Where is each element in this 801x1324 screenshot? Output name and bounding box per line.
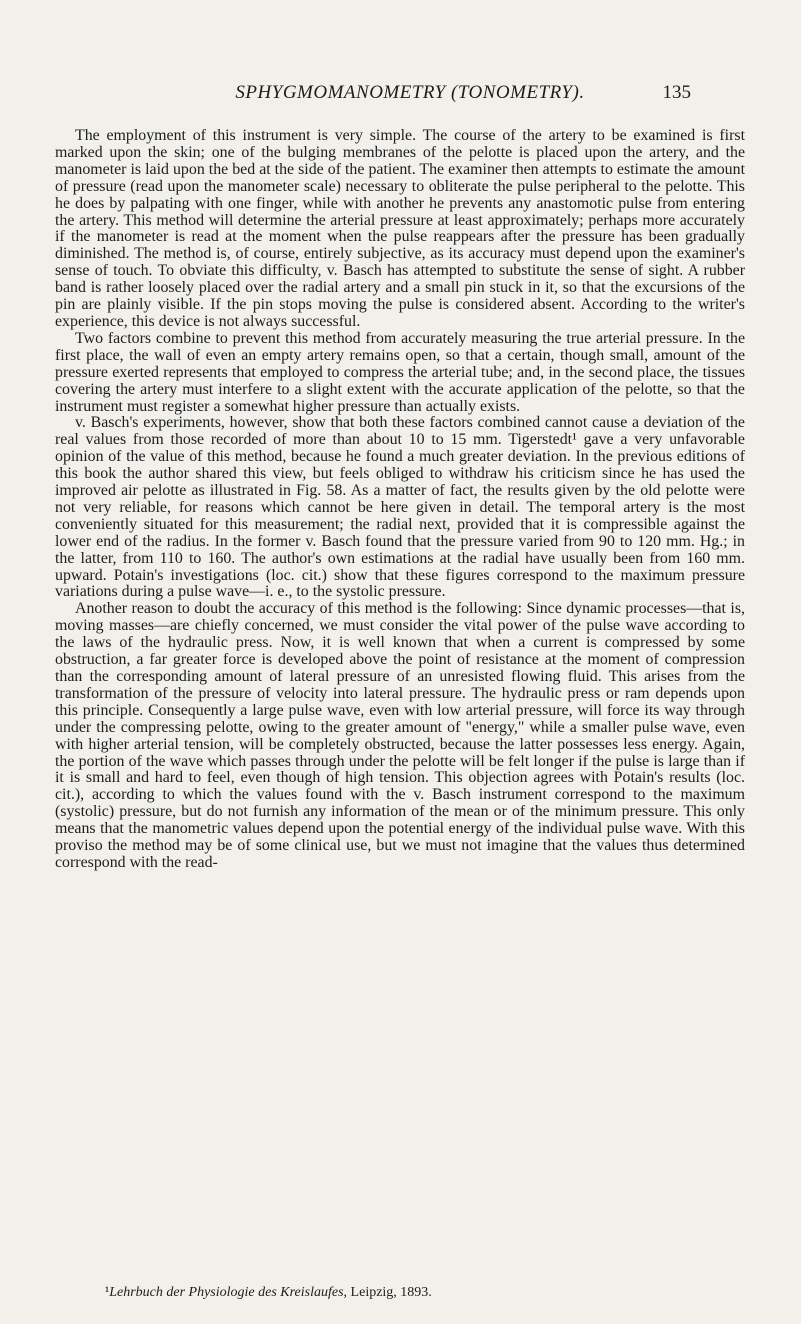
- paragraph: Two factors combine to prevent this method from accurately measuring the true arterial pressure. In the first place, the wall of even an empty artery remains open, so that a certain, though small, amount of the pressure exerted represents that employed to compress the arterial tube; and, in the second place, the tissues covering the artery must interfere to a slight extent with the accurate application of the pelotte, so that the instrument must register a somewhat higher pressure than actually exists.: [55, 329, 745, 415]
- footnote-marker: ¹: [105, 1285, 110, 1300]
- body-text: [55, 128, 745, 872]
- footnote-rest: , Leipzig, 1893.: [343, 1285, 432, 1300]
- paragraph: Another reason to doubt the accuracy of this method is the following: Since dynamic processes—that is, moving masses—are chiefly concerned, we must consider the vital power of the pulse wave according to the laws of the hydraulic press. Now, it is well known that when a current is compressed by some obstruction, a far greater force is developed above the point of resistance at the moment of compression than the corresponding amount of lateral pressure of an unresisted flowing fluid. This arises from the transformation of the pressure of velocity into lateral pressure. The hydraulic press or ram depends upon this principle. Consequently a large pulse wave, even with low arterial pressure, will force its way through under the compressing pelotte, owing to the greater amount of "energy," while a smaller pulse wave, even with higher arterial tension, will be completely obstructed, because the latter possesses less energy. Again, the portion of the wave which passes through under the pelotte will be felt longer if the pulse is large than if it is small and hard to feel, even though of high tension. This objection agrees with Potain's results (loc. cit.), according to which the values found with the v. Basch instrument correspond to the maximum (systolic) pressure, but do not furnish any information of the mean or of the minimum pressure. This only means that the manometric values depend upon the potential energy of the individual pulse wave. With this proviso the method may be of some clinical use, but we must not imagine that the values thus determined correspond with the read-: [55, 600, 745, 871]
- page-header: [0, 82, 801, 110]
- paragraph: The employment of this instrument is very simple. The course of the artery to be examined is first marked upon the skin; one of the bulging membranes of the pelotte is placed upon the artery, and the manometer is laid upon the bed at the side of the patient. The examiner then attempts to estimate the amount of pressure (read upon the manometer scale) necessary to obliterate the pulse peripheral to the pelotte. This he does by palpating with one finger, while with another he prevents any anastomotic pulse from entering the artery. This method will determine the arterial pressure at least approximately; perhaps more accurately if the manometer is read at the moment when the pulse reappears after the pressure has been gradually diminished. The method is, of course, entirely subjective, as its accuracy must depend upon the examiner's sense of touch. To obviate this difficulty, v. Basch has attempted to substitute the sense of sight. A rubber band is rather loosely placed over the radial artery and a small pin stuck in it, so that the excursions of the pin are plainly visible. If the pin stops moving the pulse is considered absent. According to the writer's experience, this device is not always successful.: [55, 127, 745, 330]
- paragraph: v. Basch's experiments, however, show that both these factors combined cannot cause a deviation of the real values from those recorded of more than about 10 to 15 mm. Tigerstedt¹ gave a very unfavorable opinion of the value of this method, because he found a much greater deviation. In the previous editions of this book the author shared this view, but feels obliged to withdraw his criticism since he has used the improved air pelotte as illustrated in Fig. 58. As a matter of fact, the results given by the old pelotte were not very reliable, for reasons which cannot be here given in detail. The temporal artery is the most conveniently situated for this measurement; the radial next, provided that it is compressible against the lower end of the radius. In the former v. Basch found that the pressure varied from 90 to 120 mm. Hg.; in the latter, from 110 to 160. The author's own estimations at the radial have usually been from 160 mm. upward. Potain's investigations (loc. cit.) show that these figures correspond to the maximum pressure variations during a pulse wave—i. e., to the systolic pressure.: [55, 414, 745, 601]
- page-number: 135: [662, 82, 691, 103]
- footnote-title: Lehrbuch der Physiologie des Kreislaufes: [109, 1285, 344, 1300]
- footnote: [105, 1285, 725, 1301]
- running-title: SPHYGMOMANOMETRY (TONOMETRY).: [235, 82, 585, 103]
